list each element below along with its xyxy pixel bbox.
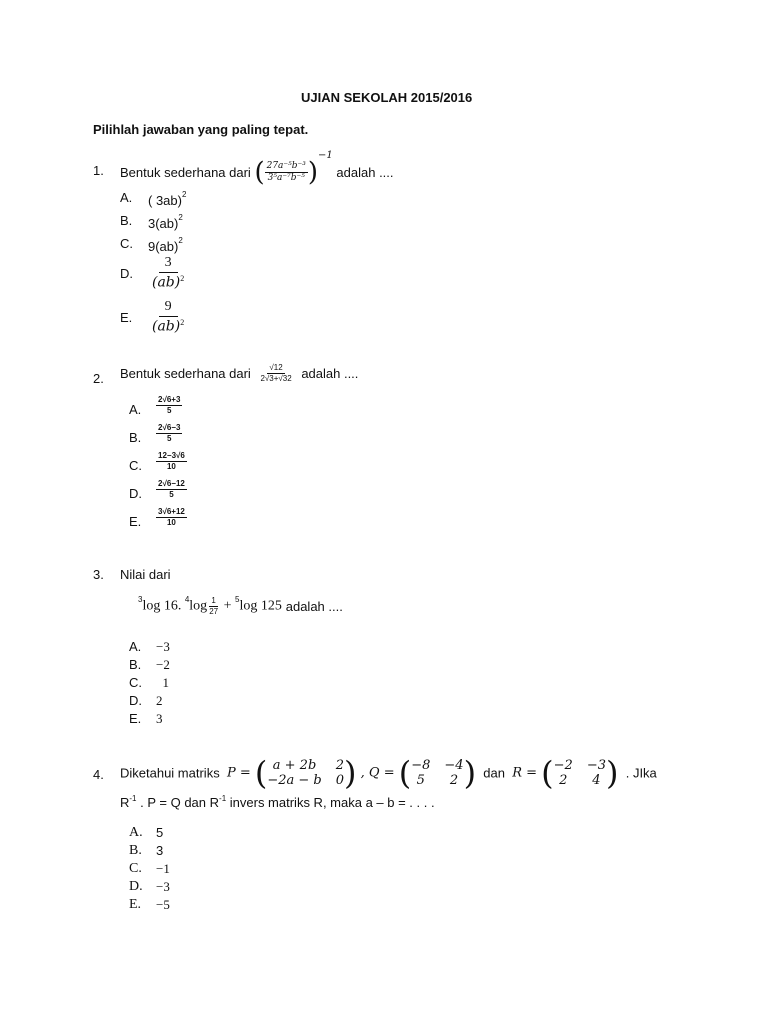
- q4-text-line2: $R^{-1}$ . P = Q dan $R^{-1}$ invers matriks R, maka a – b = . . . .: [120, 794, 435, 810]
- q4-option-a-letter: A.: [129, 825, 143, 840]
- q3-option-b: −2: [156, 657, 170, 672]
- q2-option-e-letter: E.: [129, 514, 142, 529]
- q4-option-d: −3: [156, 879, 170, 894]
- q1-option-c: 9(ab)$^2$: [148, 236, 183, 254]
- q1-option-d-letter: D.: [120, 266, 133, 281]
- q2-option-a-letter: A.: [129, 402, 142, 417]
- q2-option-d: $\frac{2√6-12}{5}$: [158, 479, 185, 499]
- q4-option-e-letter: E.: [129, 897, 142, 912]
- matrix-r: ( −2 −3 2 4 ): [541, 754, 619, 792]
- q2-option-d-letter: D.: [129, 486, 142, 501]
- q1-option-d: $\frac{3}{(ab)^2}$: [152, 255, 185, 291]
- q4-option-e: −5: [156, 897, 170, 912]
- q2-option-c: $\frac{12-3√6}{10}$: [158, 451, 185, 471]
- q1-option-e: $\frac{9}{(ab)^2}$: [152, 299, 185, 335]
- q3-option-a-letter: A.: [129, 639, 142, 654]
- q1-denominator: 3⁵a⁻⁷b⁻⁵: [267, 173, 305, 184]
- q4-option-b: 3: [156, 843, 164, 858]
- q1-number: 1.: [93, 163, 104, 178]
- q3-option-d: 2: [156, 693, 163, 708]
- q2-text: Bentuk sederhana dari $\frac{√12}{2√3+√32}$ adalah ....: [120, 363, 359, 383]
- q3-expression: $^3$log 16. $^4$log $\frac{1}{27}$ + $^5$log 125 adalah ....: [138, 595, 343, 616]
- matrix-p: ( a + 2b 2 −2a − b 0 ): [254, 754, 357, 792]
- q3-option-e-letter: E.: [129, 711, 142, 726]
- q2-option-c-letter: C.: [129, 458, 142, 473]
- q3-option-d-letter: D.: [129, 693, 142, 708]
- q1-option-a-letter: A.: [120, 190, 133, 205]
- page-title: UJIAN SEKOLAH 2015/2016: [301, 90, 473, 105]
- q2-denominator: 2√3+√32: [260, 374, 292, 383]
- q2-option-e: $\frac{3√6+12}{10}$: [158, 507, 185, 527]
- q2-option-a: $\frac{2√6+3}{5}$: [158, 395, 181, 415]
- q3-option-a: −3: [156, 639, 170, 654]
- q4-option-c-letter: C.: [129, 861, 142, 876]
- q3-option-c-letter: C.: [129, 675, 142, 690]
- q1-option-c-letter: C.: [120, 236, 133, 251]
- q3-number: 3.: [93, 567, 104, 582]
- q2-number: 2.: [93, 371, 104, 386]
- q2-option-b-letter: B.: [129, 430, 142, 445]
- q1-text: Bentuk sederhana dari ( $\frac{\text{27a⁻⁵b⁻³}}{\text{3⁵a⁻⁷b⁻⁵}}$ )$^{-1}$ adalah ....: [120, 150, 394, 188]
- q2-option-b: $\frac{2√6-3}{5}$: [158, 423, 181, 443]
- q1-option-a: ( 3ab)$^2$: [148, 190, 187, 208]
- q4-option-c: −1: [156, 861, 170, 876]
- q4-option-d-letter: D.: [129, 879, 143, 894]
- q4-option-a: 5: [156, 825, 164, 840]
- q4-number: 4.: [93, 767, 104, 782]
- matrix-q: ( −8 −4 5 2 ): [398, 754, 477, 792]
- q1-option-b-letter: B.: [120, 213, 133, 228]
- q4-text: Diketahui matriks P = ( a + 2b 2 −2a − b 0 ) , Q = ( −8 −4 5 2 ) dan R = ( −2 −3 2 4 ) . JIka: [120, 754, 657, 792]
- q3-text: Nilai dari: [120, 567, 171, 582]
- q1-option-b: 3(ab)$^2$: [148, 213, 183, 231]
- q1-option-e-letter: E.: [120, 310, 133, 325]
- q3-option-c: 1: [156, 675, 169, 690]
- q1-numerator: 27a⁻⁵b⁻³: [266, 161, 306, 172]
- q4-option-b-letter: B.: [129, 843, 142, 858]
- q2-numerator: √12: [269, 363, 283, 372]
- q3-option-b-letter: B.: [129, 657, 142, 672]
- q3-option-e: 3: [156, 711, 163, 726]
- instruction: Pilihlah jawaban yang paling tepat.: [93, 122, 309, 137]
